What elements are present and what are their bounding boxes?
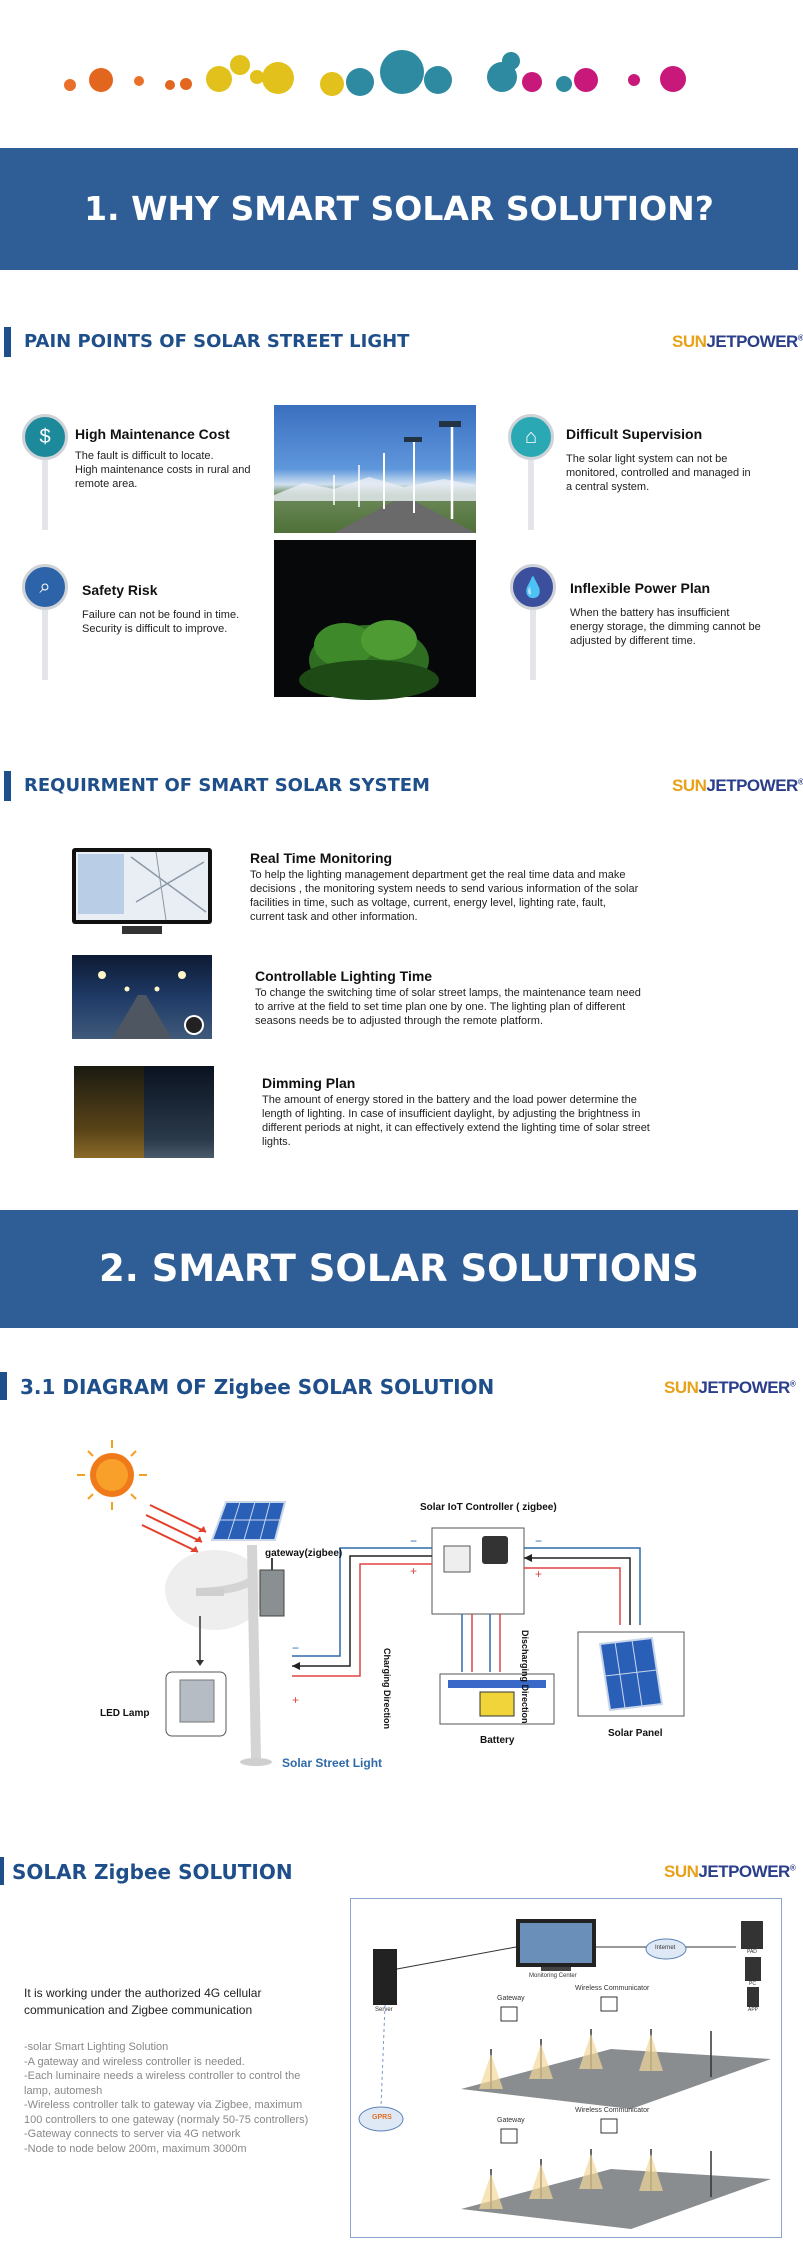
- svg-text:+: +: [535, 1567, 543, 1581]
- pain-heading-bar: [4, 327, 11, 357]
- controller-label: Solar IoT Controller ( zigbee): [420, 1502, 557, 1513]
- pain-pin-1: [22, 414, 68, 530]
- pain-title-2: Difficult Supervision: [566, 426, 703, 442]
- svg-text:−: −: [535, 1534, 543, 1548]
- gprs-label: GPRS: [372, 2114, 392, 2121]
- pain-desc-1: The fault is difficult to locate. High maintenance costs in rural and remote area.: [75, 450, 251, 490]
- brand-logo: SUNJETPOWER®: [672, 332, 803, 351]
- pain-title-4: Inflexible Power Plan: [570, 580, 711, 596]
- pain-desc-2: The solar light system can not be monitored, controlled and managed in a central system.: [566, 453, 751, 493]
- gateway-label-1: Gateway: [497, 1995, 525, 2002]
- wireless-label-1: Wireless Communicator: [575, 1985, 650, 1992]
- pain-title-1: High Maintenance Cost: [75, 426, 230, 442]
- sun-icon: [77, 1440, 147, 1510]
- house-icon: ⌂: [508, 414, 554, 460]
- brand-logo-2: SUNJETPOWER®: [672, 776, 803, 795]
- gateway-label-2: Gateway: [497, 2117, 525, 2124]
- zigbee-bullets: -solar Smart Lighting Solution -A gateway and wireless controller is needed. -Each luminaire needs a wireless controller to control the lamp, automesh -Wireless controller talk to gateway via Zigbee, maximum 100 controllers to one gateway (normaly 50-75 controllers) -Gateway connects to server via 4G network -Node to node below 200m, maximum 3000m: [24, 2041, 309, 2155]
- money-bag-icon: $: [22, 414, 68, 460]
- pain-pin-3: [22, 564, 68, 680]
- pad-label: PAD: [747, 1949, 757, 1955]
- zigbee-heading: SOLAR Zigbee SOLUTION: [12, 1860, 293, 1884]
- pain-desc-4: When the battery has insufficient energy storage, the dimming cannot be adjusted by different time.: [570, 607, 761, 647]
- pain-desc-3: Failure can not be found in time. Security is difficult to improve.: [82, 609, 240, 635]
- dimming-image: [74, 1066, 214, 1158]
- brand-logo-4: SUNJETPOWER®: [664, 1862, 796, 1881]
- monitoring-center-label: Monitoring Center: [529, 1973, 577, 1979]
- decorative-dots: [0, 0, 798, 140]
- app-label: APP: [748, 2007, 759, 2013]
- monitor-image: [72, 848, 212, 934]
- charging-label: Charging Direction: [382, 1648, 392, 1730]
- brand-logo-3: SUNJETPOWER®: [664, 1378, 796, 1397]
- battery-label: Battery: [480, 1735, 515, 1746]
- night-road-image: [72, 955, 212, 1039]
- street-light-label: Solar Street Light: [282, 1756, 383, 1770]
- night-tree-photo: [274, 540, 476, 697]
- pain-heading: PAIN POINTS OF SOLAR STREET LIGHT: [24, 331, 410, 352]
- section-2-banner: [0, 1210, 798, 1328]
- section-1-banner: [0, 148, 798, 270]
- led-lamp-label: LED Lamp: [100, 1708, 150, 1719]
- zigbee-heading-bar: [0, 1857, 4, 1885]
- discharging-label: Discharging Direction: [520, 1630, 530, 1724]
- pc-label: PC: [749, 1981, 756, 1987]
- requirement-heading: REQUIRMENT OF SMART SOLAR SYSTEM: [24, 775, 430, 796]
- zigbee-intro: It is working under the authorized 4G cellular communication and Zigbee communication: [24, 1986, 262, 2017]
- pain-pin-2: [508, 414, 554, 530]
- gateway-label: gateway(zigbee): [265, 1548, 343, 1559]
- server-label: Server: [375, 2007, 393, 2013]
- req-desc-1: To help the lighting management department get the real time data and make decisions , the monitoring system needs to send various information of the solar facilities in time, such as voltage, current, energy level, lighting rate, fault, current task and other information.: [250, 869, 639, 923]
- svg-text:+: +: [410, 1564, 418, 1578]
- wireless-label-2: Wireless Communicator: [575, 2107, 650, 2114]
- svg-text:−: −: [410, 1534, 418, 1548]
- svg-text:+: +: [292, 1693, 300, 1707]
- requirement-heading-bar: [4, 771, 11, 801]
- internet-label: Internet: [655, 1945, 676, 1951]
- street-light-photo: [274, 405, 476, 533]
- section-2-title: 2. SMART SOLAR SOLUTIONS: [99, 1247, 699, 1290]
- magnifier-icon: ⌕: [22, 564, 68, 610]
- svg-text:−: −: [292, 1641, 300, 1655]
- req-title-1: Real Time Monitoring: [250, 850, 393, 866]
- network-diagram: [350, 1898, 782, 2238]
- req-desc-3: The amount of energy stored in the battery and the load power determine the length of lighting. In case of insufficient daylight, by adjusting the brightness in different periods at night, it can effectively extend the lighting time of solar street lights.: [262, 1094, 650, 1148]
- zigbee-diagram: [0, 1420, 798, 1790]
- solar-panel-label: Solar Panel: [608, 1728, 663, 1739]
- diagram-heading-bar: [0, 1372, 7, 1400]
- req-title-2: Controllable Lighting Time: [255, 968, 433, 984]
- pain-pin-4: [510, 564, 556, 680]
- drops-icon: 💧: [510, 564, 556, 610]
- diagram-heading: 3.1 DIAGRAM OF Zigbee SOLAR SOLUTION: [20, 1375, 495, 1399]
- req-desc-2: To change the switching time of solar street lamps, the maintenance team need to arrive at the field to set time plan one by one. The lighting plan of different seasons needs be to adjusted through the remote platform.: [255, 987, 641, 1027]
- req-title-3: Dimming Plan: [262, 1075, 356, 1091]
- pain-title-3: Safety Risk: [82, 582, 158, 598]
- section-1-title: 1. WHY SMART SOLAR SOLUTION?: [84, 189, 714, 228]
